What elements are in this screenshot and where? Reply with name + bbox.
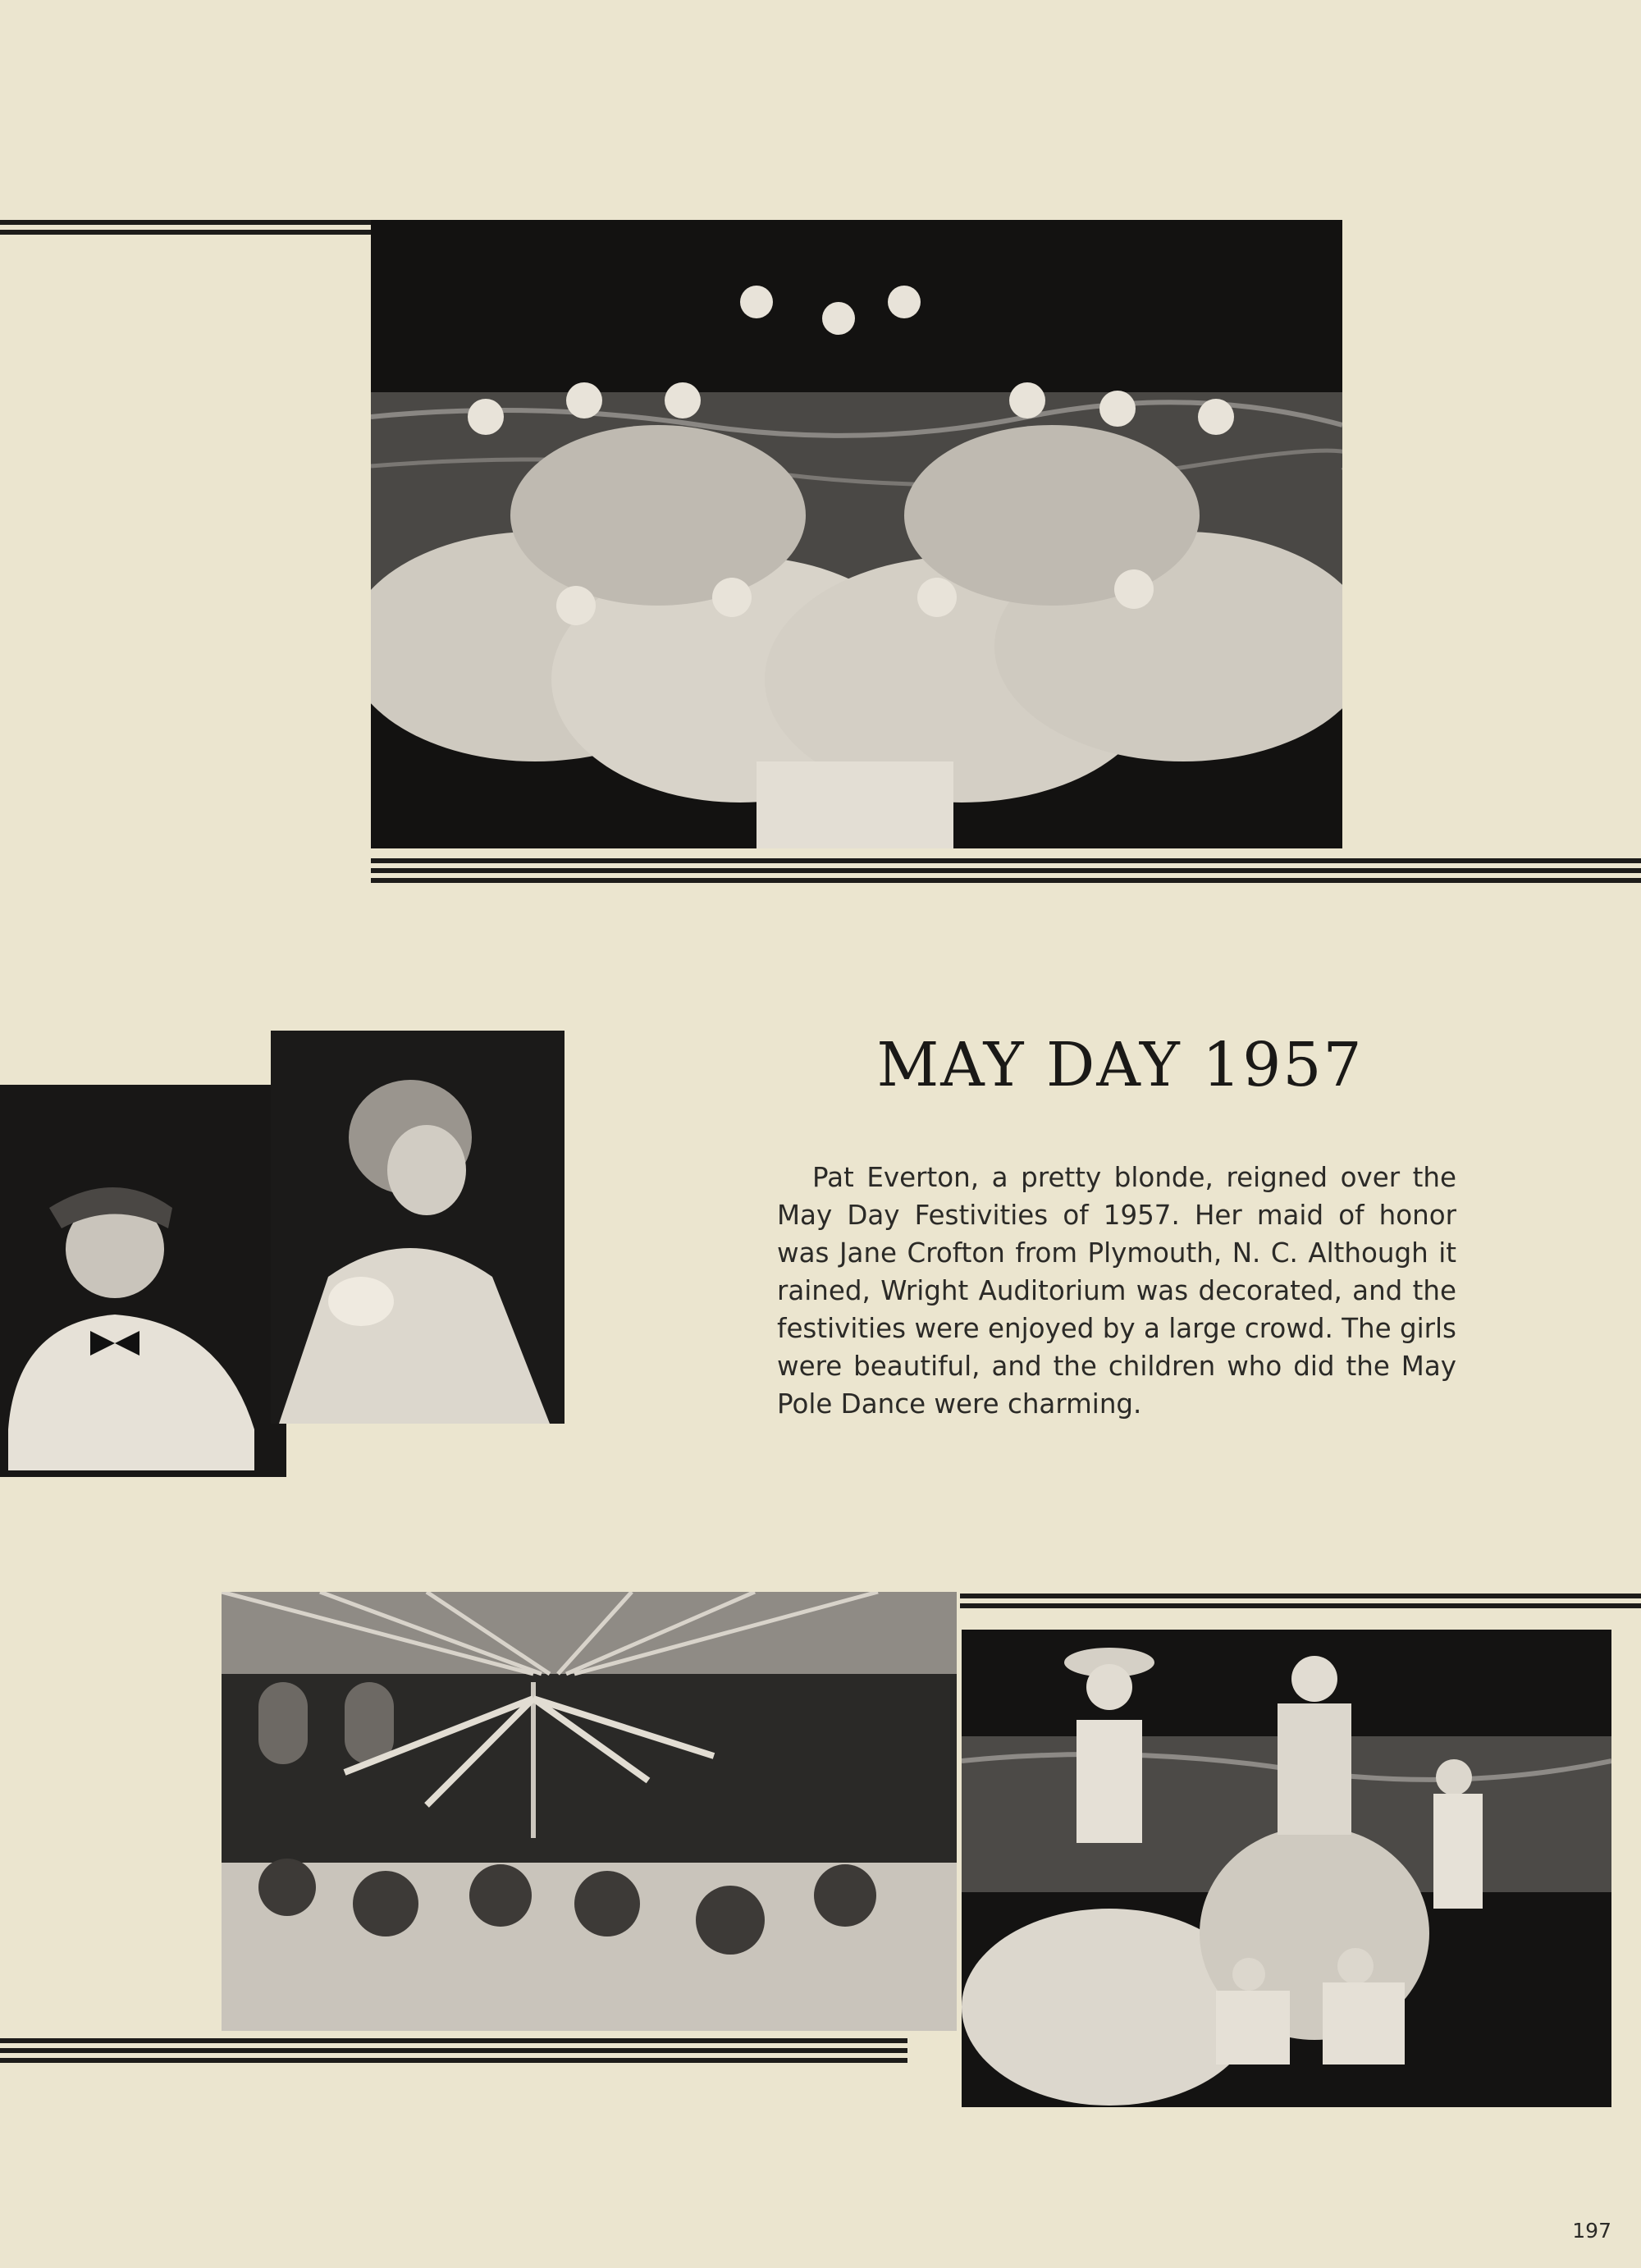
article-body: Pat Everton, a pretty blonde, reigned over the May Day Festivities of 1957. Her maid of honor was Jane Crofton from Plymouth, N. C. Although it rained, Wright Auditorium was decorated, and the festivities were enjoyed by a large crowd. The girls were beautiful, and the children who did the May Pole Dance were charming. (777, 1162, 1456, 1420)
photo-may-court-group (371, 220, 1342, 848)
page-number: 197 (1572, 2219, 1611, 2243)
photo-queen-and-court (962, 1630, 1611, 2107)
page-title: MAY DAY 1957 (876, 1030, 1364, 1100)
rule-middle-right (371, 858, 1641, 888)
rule-bottom-left (0, 2038, 907, 2068)
rule-lower-right (960, 1594, 1641, 1613)
photo-girl-portrait (271, 1031, 565, 1424)
photo-maypole-dance (222, 1592, 957, 2031)
rule-top-left (0, 220, 371, 240)
photo-boy-portrait (0, 1085, 286, 1477)
